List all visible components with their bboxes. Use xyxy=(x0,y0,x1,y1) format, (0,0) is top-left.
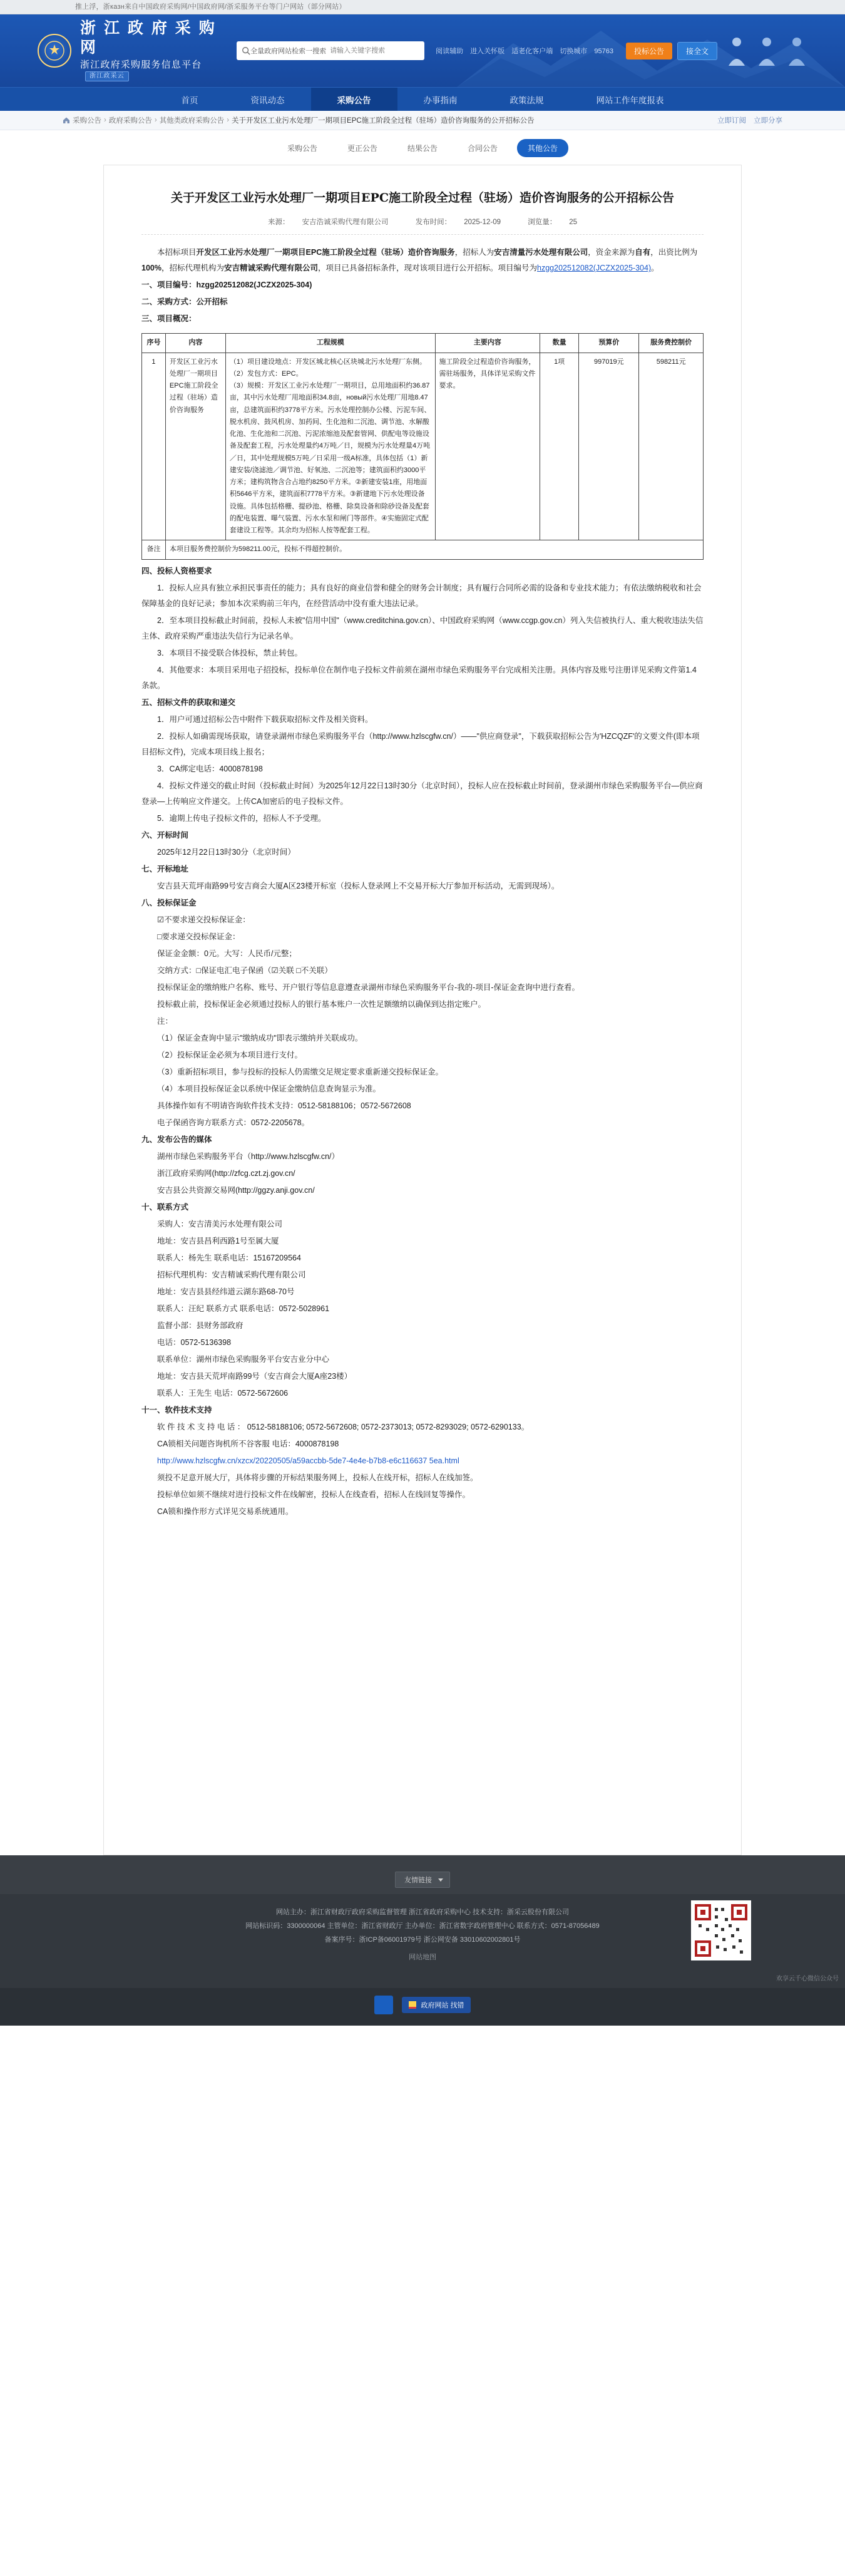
s1-value: hzgg202512082(JCZX2025-304) xyxy=(196,281,312,290)
footer-badges xyxy=(0,1988,845,2026)
footer-line-0: 网站主办：浙江省财政厅政府采购监督管理 浙江省政府采购中心 技术支持：浙采云股份有限公司 xyxy=(275,1909,570,1916)
project-number-link[interactable]: hzgg202512082(JCZX2025-304) xyxy=(537,264,652,273)
section-paragraph: 联系人：王先生 电话：0572-5672606 xyxy=(157,1388,289,1398)
section-bid-deposit xyxy=(141,895,704,1131)
section-paragraph: 电话：0572-5136398 xyxy=(157,1337,232,1347)
section-paragraph: 投标保证金的缴纳账户名称、账号、开户银行等信息意遵查录湖州市绿色采购服务平台-我的-项目-保证金查询中进行查看。 xyxy=(157,982,580,992)
section-paragraph: （4）本项目投标保证金以系统中保证金缴纳信息查询显示为准。 xyxy=(157,1084,381,1093)
qr-code xyxy=(691,1900,751,1960)
th-content: 内容 xyxy=(165,334,225,353)
header-link-0[interactable]: 阅读辅助 xyxy=(436,48,464,55)
section-title-procurement-method xyxy=(141,294,704,310)
section-paragraph: 采购人：安吉清美污水处理有限公司 xyxy=(157,1219,283,1229)
section-paragraph: 投标截止前，投标保证金必须通过投标人的银行基本账户一次性足额缴纳以确保到达指定账户。 xyxy=(157,999,486,1009)
platform-badge: 浙江政采云 xyxy=(85,71,129,82)
breadcrumb: 采购公告 › 政府采购公告 › 其他类政府采购公告 › 关于开发区工业污水处理厂一期项目EPC施工阶段全过程（驻场）造价咨询服务的公开招标公告 立即订阅 立即分享 xyxy=(63,115,782,125)
search-icon xyxy=(242,46,250,55)
table-header-row xyxy=(142,334,704,353)
footer-line-2: 备案序号：浙ICP备06001979号 浙公网安备 33010602002801号 xyxy=(324,1936,521,1944)
section-title-project-overview: 三、项目概况： xyxy=(141,314,197,324)
views-value: 25 xyxy=(569,219,578,227)
section-paragraph: 5．逾期上传电子投标文件的，招标人不予受理。 xyxy=(157,813,326,823)
section-paragraph: 联系人：杨先生 联系电话：15167209564 xyxy=(157,1253,301,1262)
section-paragraph: 3．CA绑定电话：4000878198 xyxy=(157,764,263,773)
cell-no: 1 xyxy=(142,353,166,540)
section-paragraph: 2025年12月22日13时30分（北京时间） xyxy=(157,847,295,857)
cell-scale xyxy=(225,353,435,540)
share-button[interactable]: 立即分享 xyxy=(754,117,782,125)
views-label: 浏览量： xyxy=(528,219,557,227)
section-paragraph: （2）投标保证金必须为本项目进行支付。 xyxy=(157,1050,302,1059)
cell-scale-line: （3）规模：开发区工业污水处理厂一期项目，总用地面积约36.87亩，其中污水处理厂用地面积34.8亩，новый污水处理厂用地8.47亩，总建筑面积约3778平方米。污水处理控制办公楼、污泥车间、脱水机房、鼓风机房、加药间、生化池和二沉池、调节池、水解酸化池、生化池和二沉池、污泥浓缩池及配套管网、供配电等设施设备及配套工程，污水处理量约4万吨／日，规模为污水处理量4万吨／日，其中处理规模5万吨／日采用一级A标准，具体包括（1）新建安装/浇滤池／调节池、好氧池、二沉池等；建筑面积约3000平方米；建构筑物含合占地约8250平方米。②新建安装1座，用地面积5646平方米，建筑面积7778平方米。③新建地下污水处理设备设施。具体包括格栅、提砂池、格栅、除臭设备和除砂设备及配套的配电装置、曝气装置、污水水泵和闸门等部件。④实施固定式配套建设工程等。其余均为招标人按等配套工程。 xyxy=(229,382,431,535)
section-title: 十一、软件技术支持 xyxy=(141,1405,212,1414)
site-footer xyxy=(0,1894,845,1988)
section-paragraph: CA锁和操作形方式详见交易系统通用。 xyxy=(157,1507,294,1516)
site-logo-line2: 浙江政府采购服务信息平台 xyxy=(80,59,202,70)
section-paragraph: （1）保证金查询中显示"缴纳成功"即表示缴纳并关联成功。 xyxy=(157,1033,363,1043)
footer-line-1: 网站标识码：3300000064 主管单位：浙江省财政厅 主办单位：浙江省数字政府管理中心 联系方式：0571-87056489 xyxy=(245,1922,600,1930)
section-paragraph: 联系单位：湖州市绿色采购服务平台安吉业分中心 xyxy=(157,1354,330,1364)
site-logo-line1: 浙 江 政 府 采 购 网 xyxy=(80,19,217,56)
flag-icon xyxy=(408,2001,417,2009)
section-media xyxy=(141,1132,704,1198)
cell-scale-line: （1）项目建设地点：开发区城北核心区块城北污水处理厂东侧。 xyxy=(229,358,426,366)
nav-item-guide[interactable]: 办事指南 xyxy=(423,95,458,105)
section-paragraph: 须投不足意开展大厅，具体将步骤的开标结果服务网上，投标人在线开标，招标人在线加签。 xyxy=(157,1473,478,1482)
section-paragraph: 2．投标人如确需现场获取，请登录湖州市绿色采购服务平台（http://www.hzlscgfw.cn/）——"供应商登录"，下载获取招标公告为'HZCQZF'的文要文件(即本项目招标文件)，完成本项目线上报名； xyxy=(141,731,700,756)
section-tech-support xyxy=(141,1403,704,1520)
search-box[interactable] xyxy=(237,41,424,60)
cell-budget: 997019元 xyxy=(579,353,639,540)
header-link-2[interactable]: 适老化客户端 xyxy=(511,48,553,55)
header-link-1[interactable]: 进入关怀版 xyxy=(470,48,505,55)
section-contacts xyxy=(141,1200,704,1401)
section-paragraph: 保证金金额：0元。大写：人民币/元整； xyxy=(157,949,297,958)
gov-badge-label: 政府网站 找错 xyxy=(421,2002,464,2009)
gov-seal-icon[interactable] xyxy=(374,1996,393,2014)
person-figure-icon xyxy=(756,36,777,66)
th-no: 序号 xyxy=(142,334,166,353)
breadcrumb-item-0[interactable]: 采购公告 xyxy=(73,117,101,125)
header-links[interactable] xyxy=(433,46,616,56)
national-emblem-icon xyxy=(38,34,71,68)
th-budget: 预算价 xyxy=(579,334,639,353)
section-paragraph: 湖州市绿色采购服务平台（http://www.hzlscgfw.cn/） xyxy=(157,1151,340,1161)
page-title: 关于开发区工业污水处理厂一期项目EPC施工阶段全过程（驻场）造价咨询服务的公开招标公告 xyxy=(171,191,674,205)
section-paragraph: ☑不要求递交投标保证金： xyxy=(157,915,250,924)
header-figures xyxy=(726,36,807,66)
section-title: 五、招标文件的获取和递交 xyxy=(141,698,236,707)
document-body xyxy=(141,245,704,1519)
tab-procurement-notice[interactable]: 采购公告 xyxy=(287,144,317,153)
project-overview-table xyxy=(141,333,704,559)
breadcrumb-item-current: 关于开发区工业污水处理厂一期项目EPC施工阶段全过程（驻场）造价咨询服务的公开招标公告 xyxy=(232,117,535,125)
section-paragraph: 4．其他要求：本项目采用电子招投标，投标单位在制作电子投标文件前须在湖州市绿色采购服务平台完成相关注册。具体内容及账号注册详见采购文件第1.4条款。 xyxy=(141,665,697,690)
section-title: 七、开标地址 xyxy=(141,864,189,873)
section-paragraph: 1．投标人应具有独立承担民事责任的能力；具有良好的商业信誉和健全的财务会计制度；具有履行合同所必需的设备和专业技术能力；有依法缴纳税收和社会保障基金的良好记录；参加本次采购前三年内，在经营活动中没有重大违法记录。 xyxy=(141,583,702,608)
document-card xyxy=(103,165,742,1855)
home-icon xyxy=(63,116,70,124)
section-document-acquisition xyxy=(141,695,704,827)
nav-item-annual-report[interactable]: 网站工作年度报表 xyxy=(596,95,664,105)
intro-text: 本招标项目开发区工业污水处理厂一期项目EPC施工阶段全过程（驻场）造价咨询服务，招标人为安吉清量污水处理有限公司，资金来源为自有，出资比例为100%，招标代理机构为安吉精诚采购代理有限公司，项目已具备招标条件，现对该项目进行公开招标。项目编号为 xyxy=(141,248,698,273)
tab-other-notice[interactable]: 其他公告 xyxy=(517,139,568,157)
breadcrumb-item-2[interactable]: 其他类政府采购公告 xyxy=(159,117,225,125)
friend-links-select[interactable]: 友情链接 xyxy=(395,1872,450,1888)
friend-links-bar xyxy=(0,1855,845,1894)
register-button[interactable]: 投标公告 xyxy=(626,43,672,59)
section-paragraph: 安吉县公共资源交易网(http://ggzy.anji.gov.cn/ xyxy=(157,1185,315,1195)
section-title: 四、投标人资格要求 xyxy=(141,566,212,575)
breadcrumb-item-1[interactable]: 政府采购公告 xyxy=(108,117,152,125)
cell-qty: 1项 xyxy=(540,353,578,540)
section-paragraph: 交纳方式：□保证电汇电子保函（☑关联 □不关联） xyxy=(157,966,332,975)
login-button[interactable]: 接全文 xyxy=(677,42,717,60)
header-link-4: 95763 xyxy=(594,48,613,55)
s2-value: 公开招标 xyxy=(196,297,228,307)
section-title: 六、开标时间 xyxy=(141,830,189,840)
section-paragraph: 软 件 技 术 支 持 电 话 ： 0512-58188106; 0572-5672608; 0572-2373013; 0572-8293029; 0572-6290133。 xyxy=(157,1422,530,1431)
section-paragraph: 地址：安吉县昌利西路1号至属大厦 xyxy=(157,1236,279,1245)
section-bid-opening-address xyxy=(141,862,704,894)
th-scale: 工程规模 xyxy=(225,334,435,353)
section-title: 九、发布公告的媒体 xyxy=(141,1135,212,1144)
date-value: 2025-12-09 xyxy=(464,219,501,227)
section-bid-opening-time xyxy=(141,828,704,860)
s1-title: 一、项目编号 xyxy=(141,281,189,290)
tab-contract-notice[interactable]: 合同公告 xyxy=(468,144,498,153)
s2-title: 二、采购方式： xyxy=(141,297,197,307)
cell-main: 施工阶段全过程造价咨询服务，需驻场服务，具体详见采购文件要求。 xyxy=(435,353,540,540)
subscribe-button[interactable]: 立即订阅 xyxy=(717,117,746,125)
source-value: 安吉浩诚采购代理有限公司 xyxy=(302,219,389,227)
gov-website-error-report-badge[interactable] xyxy=(402,1997,470,2013)
section-paragraph: 招标代理机构：安吉精诚采购代理有限公司 xyxy=(157,1270,306,1279)
th-main: 主要内容 xyxy=(435,334,540,353)
section-paragraph: （3）重新招标项目，参与投标的投标人仍需缴交足规定要求重新递交投标保证金。 xyxy=(157,1067,443,1076)
cell-scale-line: （2）发包方式：EPC。 xyxy=(229,369,303,378)
person-figure-icon xyxy=(786,36,807,66)
section-paragraph: 监督小部：县财务部政府 xyxy=(157,1321,243,1330)
section-paragraph: 具体操作如有不明请咨询软件技术支持：0512-58188106；0572-5672608 xyxy=(157,1101,411,1110)
source-label: 来源： xyxy=(267,219,290,227)
section-paragraph: 1．用户可通过招标公告中附件下载获取招标文件及相关资料。 xyxy=(157,714,373,724)
nav-item-news[interactable]: 资讯动态 xyxy=(250,95,285,105)
table-row xyxy=(142,353,704,540)
section-paragraph: 地址：安吉县天荒坪南路99号（安吉商会大厦A座23楼） xyxy=(157,1371,352,1381)
section-paragraph: 联系人：汪纪 联系方式 联系电话：0572-5028961 xyxy=(157,1304,330,1313)
cell-control-price: 598211元 xyxy=(639,353,704,540)
search-input[interactable] xyxy=(326,46,420,55)
th-qty: 数量 xyxy=(540,334,578,353)
nav-item-procurement-notice[interactable]: 采购公告 xyxy=(311,88,397,111)
section-paragraph: □要求递交投标保证金： xyxy=(157,932,240,941)
intro-paragraph xyxy=(141,245,704,276)
notice-category-tabs[interactable] xyxy=(0,130,845,161)
section-title: 八、投标保证金 xyxy=(141,898,197,907)
table-remark-row xyxy=(142,540,704,559)
section-paragraph: 地址：安吉县县经纬道云湖东路68-70号 xyxy=(157,1287,295,1296)
top-notice-bar: 推上浮，浙казн来自中国政府采购网/中国政府网/浙采服务平台等门户网站（部分网站） xyxy=(0,0,845,14)
header-link-3[interactable]: 切换城市 xyxy=(560,48,588,55)
breadcrumb-bar xyxy=(0,111,845,130)
qr-caption: 欢享云千心微信公众号 xyxy=(776,1976,839,1982)
site-logo[interactable] xyxy=(80,19,237,83)
section-paragraph-link[interactable]: http://www.hzlscgfw.cn/xzcx/20220505/a59accbb-5de7-4e4e-b7b8-e6c116637 5ea.html xyxy=(157,1456,459,1465)
section-paragraph: 浙江政府采购网(http://zfcg.czt.zj.gov.cn/ xyxy=(157,1168,295,1178)
th-control: 服务费控制价 xyxy=(639,334,704,353)
cell-remark-label: 备注 xyxy=(142,540,166,559)
footer-sitemap-link[interactable]: 网站地图 xyxy=(409,1954,436,1961)
section-title: 十、联系方式 xyxy=(141,1202,189,1212)
section-paragraph: 电子保函咨询方联系方式：0572-2205678。 xyxy=(157,1118,310,1127)
section-paragraph: 2．至本项目投标截止时间前，投标人未被"信用中国"（www.creditchina.gov.cn）、中国政府采购网（www.ccgp.gov.cn）列入失信被执行人、重大税收违法失信主体、政府采购严重违法失信行为记录名单。 xyxy=(141,616,704,641)
section-qualification xyxy=(141,564,704,694)
cell-content: 开发区工业污水处理厂一期项目EPC施工阶段全过程（驻场）造价咨询服务 xyxy=(165,353,225,540)
cell-remark-text: 本项目服务费控制价为598211.00元，投标不得超控制价。 xyxy=(165,540,703,559)
main-nav[interactable] xyxy=(0,87,845,111)
site-header xyxy=(0,14,845,87)
date-label: 发布时间： xyxy=(415,219,452,227)
search-scope-label[interactable]: 全量政府网站检索一搜索 xyxy=(250,48,327,55)
section-paragraph: CA锁相关问题咨询机所不谷客服 电话：4000878198 xyxy=(157,1439,339,1448)
tab-correction-notice[interactable]: 更正公告 xyxy=(347,144,377,153)
document-meta xyxy=(141,217,704,235)
tab-result-notice[interactable]: 结果公告 xyxy=(407,144,438,153)
section-paragraph: 注： xyxy=(157,1016,173,1026)
nav-item-home[interactable]: 首页 xyxy=(181,95,198,105)
section-paragraph: 4．投标文件递交的截止时间（投标截止时间）为2025年12月22日13时30分（北京时间），投标人应在投标截止时间前，登录湖州市绿色采购服务平台—供应商登录—上传响应文件递交。上传CA加密后的电子投标文件。 xyxy=(141,781,703,806)
person-figure-icon xyxy=(726,36,747,66)
section-paragraph: 投标单位如须不继续对进行投标文件在线解密，投标人在线查看，招标人在线回复等操作。 xyxy=(157,1490,471,1499)
section-paragraph: 3．本项目不接受联合体投标，禁止转包。 xyxy=(157,648,302,657)
section-paragraph: 安吉县天荒坪南路99号安吉商会大厦A区23楼开标室（投标人登录网上不交易开标大厅参加开标活动，无需到现场）。 xyxy=(157,881,560,890)
intro-tail: 。 xyxy=(651,264,659,273)
nav-item-policy[interactable]: 政策法规 xyxy=(510,95,544,105)
section-title-project-number: 一、项目编号：hzgg202512082(JCZX2025-304) xyxy=(141,281,312,290)
